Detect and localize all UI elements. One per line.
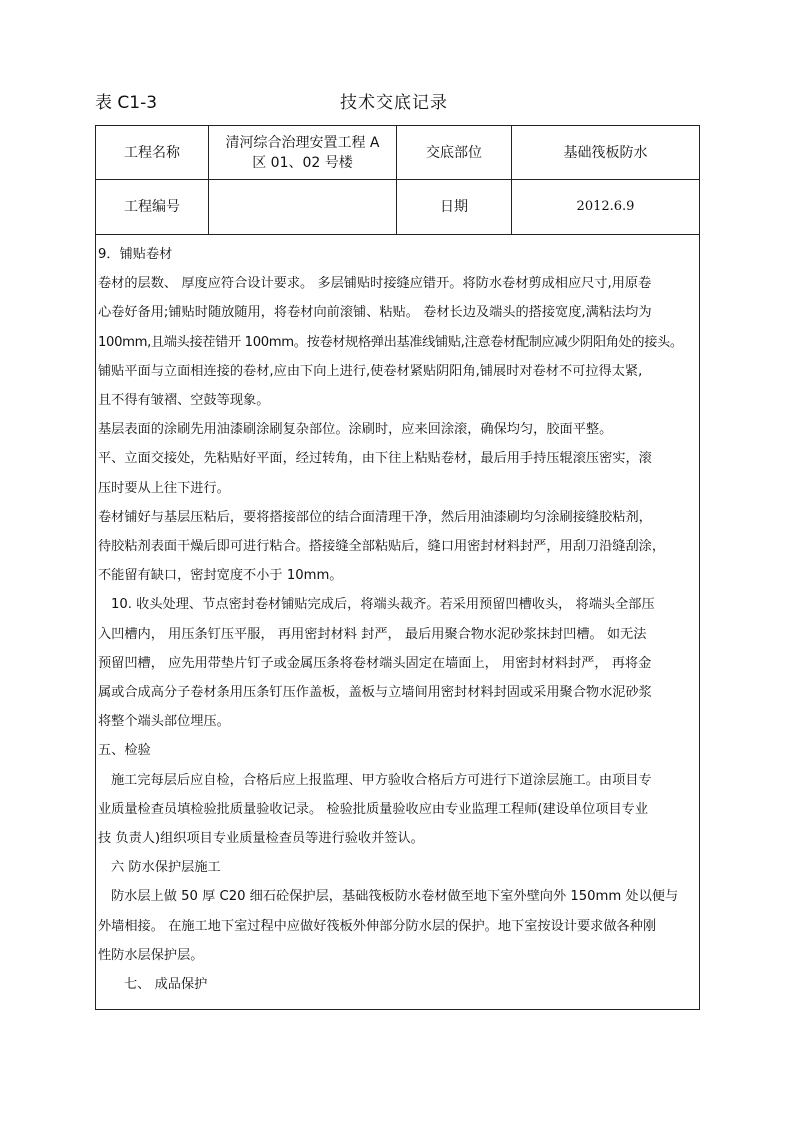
date-value: 2012.6.9 — [576, 199, 635, 214]
part-value: 基础筏板防水 — [563, 144, 648, 161]
content-line: 心卷好备用;铺贴时随放随用，将卷材向前滚铺、粘贴。 卷材长边及端头的搭接宽度,满粘法均为 — [98, 305, 652, 321]
date-label: 日期 — [397, 180, 512, 234]
content-line: 防水层上做 50 厚 C20 细石砼保护层，基础筏板防水卷材做至地下室外壁向外 150mm 处以便与 — [111, 889, 679, 905]
content-line: 施工完每层后应自检，合格后应上报监理、甲方验收合格后方可进行下道涂层施工。由项目专 — [111, 772, 652, 788]
content-line: 入凹槽内， 用压条钉压平服， 再用密封材料 封严， 最后用聚合物水泥砂浆抹封凹槽。 如无法 — [98, 626, 647, 642]
content-line: 外墙相接。 在施工地下室过程中应做好筏板外伸部分防水层的保护。地下室按设计要求做各种刚 — [98, 918, 657, 934]
content-line: 铺贴平面与立面相连接的卷材,应由下向上进行,使卷材紧贴阴阳角,铺展时对卷材不可拉得太紧, — [98, 363, 643, 379]
content-line: 且不得有皱褶、空鼓等现象。 — [98, 393, 270, 409]
content-line: 9．铺贴卷材 — [98, 247, 173, 262]
project-name-line-2: 区 01、02 号楼 — [252, 154, 353, 171]
content-line: 10. 收头处理、节点密封卷材铺贴完成后，将端头裁齐。若采用预留凹槽收头， 将端头全部压 — [111, 597, 655, 613]
project-name-line-1: 清河综合治理安置工程 A — [225, 134, 380, 151]
project-no-value — [209, 180, 397, 234]
content-line: 业质量检查员填检验批质量验收记录。 检验批质量验收应由专业监理工程师(建设单位项目专业 — [98, 801, 649, 817]
section-heading: 五、检验 — [98, 743, 151, 759]
project-no-label: 工程编号 — [96, 180, 209, 234]
document-title: 技术交底记录 — [340, 93, 448, 113]
content-line: 属或合成高分子卷材条用压条钉压作盖板，盖板与立墙间用密封材料封固或采用聚合物水泥砂浆 — [98, 685, 652, 701]
record-table — [95, 125, 700, 1010]
form-code: 表 C1-3 — [95, 93, 158, 113]
content-line: 性防水层保护层。 — [98, 947, 204, 963]
content-line: 卷材的层数、 厚度应符合设计要求。 多层铺贴时接缝应错开。将防水卷材剪成相应尺寸,用原卷 — [98, 276, 652, 292]
disclosure-content — [96, 236, 699, 999]
content-line: 平、立面交接处，先粘贴好平面，经过转角，由下往上粘贴卷材，最后用手持压辊滚压密实，滚 — [98, 451, 652, 467]
section-heading: 六 防水保护层施工 — [111, 860, 221, 876]
content-line: 技 负责人)组织项目专业质量检查员等进行验收并签认。 — [98, 831, 424, 847]
content-line: 卷材铺好与基层压粘后，要将搭接部位的结合面清理干净，然后用油漆刷均匀涂刷接缝胶粘剂， — [98, 509, 652, 525]
content-line: 100mm,且端头接茬错开 100mm。按卷材规格弹出基准线铺贴,注意卷材配制应减少阴阳角处的接头。 — [98, 334, 683, 350]
project-name-label: 工程名称 — [96, 126, 209, 179]
content-line: 将整个端头部位埋压。 — [98, 714, 230, 730]
content-line: 待胶粘剂表面干燥后即可进行粘合。搭接缝全部粘贴后，缝口用密封材料封严，用刮刀沿缝刮涂， — [98, 539, 666, 555]
section-heading: 七、 成品保护 — [124, 977, 208, 993]
info-row-2 — [96, 180, 699, 235]
content-line: 预留凹槽， 应先用带垫片钉子或金属压条将卷材端头固定在墙面上， 用密封材料封严， 再将金 — [98, 655, 652, 671]
part-label: 交底部位 — [397, 126, 512, 179]
info-row-1 — [96, 126, 699, 180]
content-line: 压时要从上往下进行。 — [98, 480, 230, 496]
content-line: 基层表面的涂刷先用油漆刷涂刷复杂部位。涂刷时，应来回涂滚，确保均匀，胶面平整。 — [98, 422, 613, 438]
content-line: 不能留有缺口，密封宽度不小于 10mm。 — [98, 568, 343, 584]
project-name-value — [209, 126, 397, 179]
